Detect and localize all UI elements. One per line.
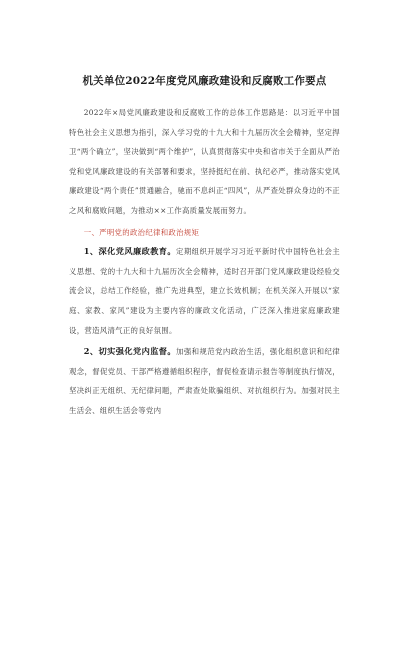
item-heading-1: 1、深化党风廉政教育。 (83, 246, 177, 257)
section-heading-1: 一、严明党的政治纪律和政治规矩 (83, 227, 200, 237)
item-heading-2: 2、切实强化党内监督。 (83, 346, 177, 357)
item-text-2: 加强和规范党内政治生活，强化组织意识和纪律观念，督促党员、干部严格遵循组织程序，督促检查请示报告等制度执行情况，坚决纠正无组织、无纪律问题，严肃查处欺骗组织、对抗组织行为。加强对民主生活会、组织生活会等党内 (69, 347, 340, 415)
item-text-1: 定期组织开展学习习近平新时代中国特色社会主义思想、党的十九大和十九届历次全会精神，适时召开部门党风廉政建设经验交流会议，总结工作经验，推广先进典型，建立长效机制；在机关深入开展以“家庭、家教、家风”建设为主要内容的廉政文化活动，广泛深入推进家庭廉政建设，营造风清气正的良好氛围。 (69, 247, 340, 335)
document-title: 机关单位2022年度党风廉政建设和反腐败工作要点 (82, 75, 327, 87)
intro-paragraph: 2022年×局党风廉政建设和反腐败工作的总体工作思路是：以习近平中国特色社会主义思想为指引，深入学习党的十九大和十九届历次全会精神，坚定捍卫“两个确立”，坚决做到“两个维护”，认真贯彻落实中央和省市关于全面从严治党和党风廉政建设的有关部署和要求，坚持挺纪在前、执纪必严，推动落实党风廉政建设“两个责任”贯通融合，驰而不息纠正“四风”，从严查处群众身边的不正之风和腐败问题，为推动××工作高质量发展而努力。 (69, 108, 340, 215)
item-paragraph-1 (69, 242, 340, 340)
document-page (0, 74, 408, 654)
item-paragraph-2 (69, 342, 340, 420)
